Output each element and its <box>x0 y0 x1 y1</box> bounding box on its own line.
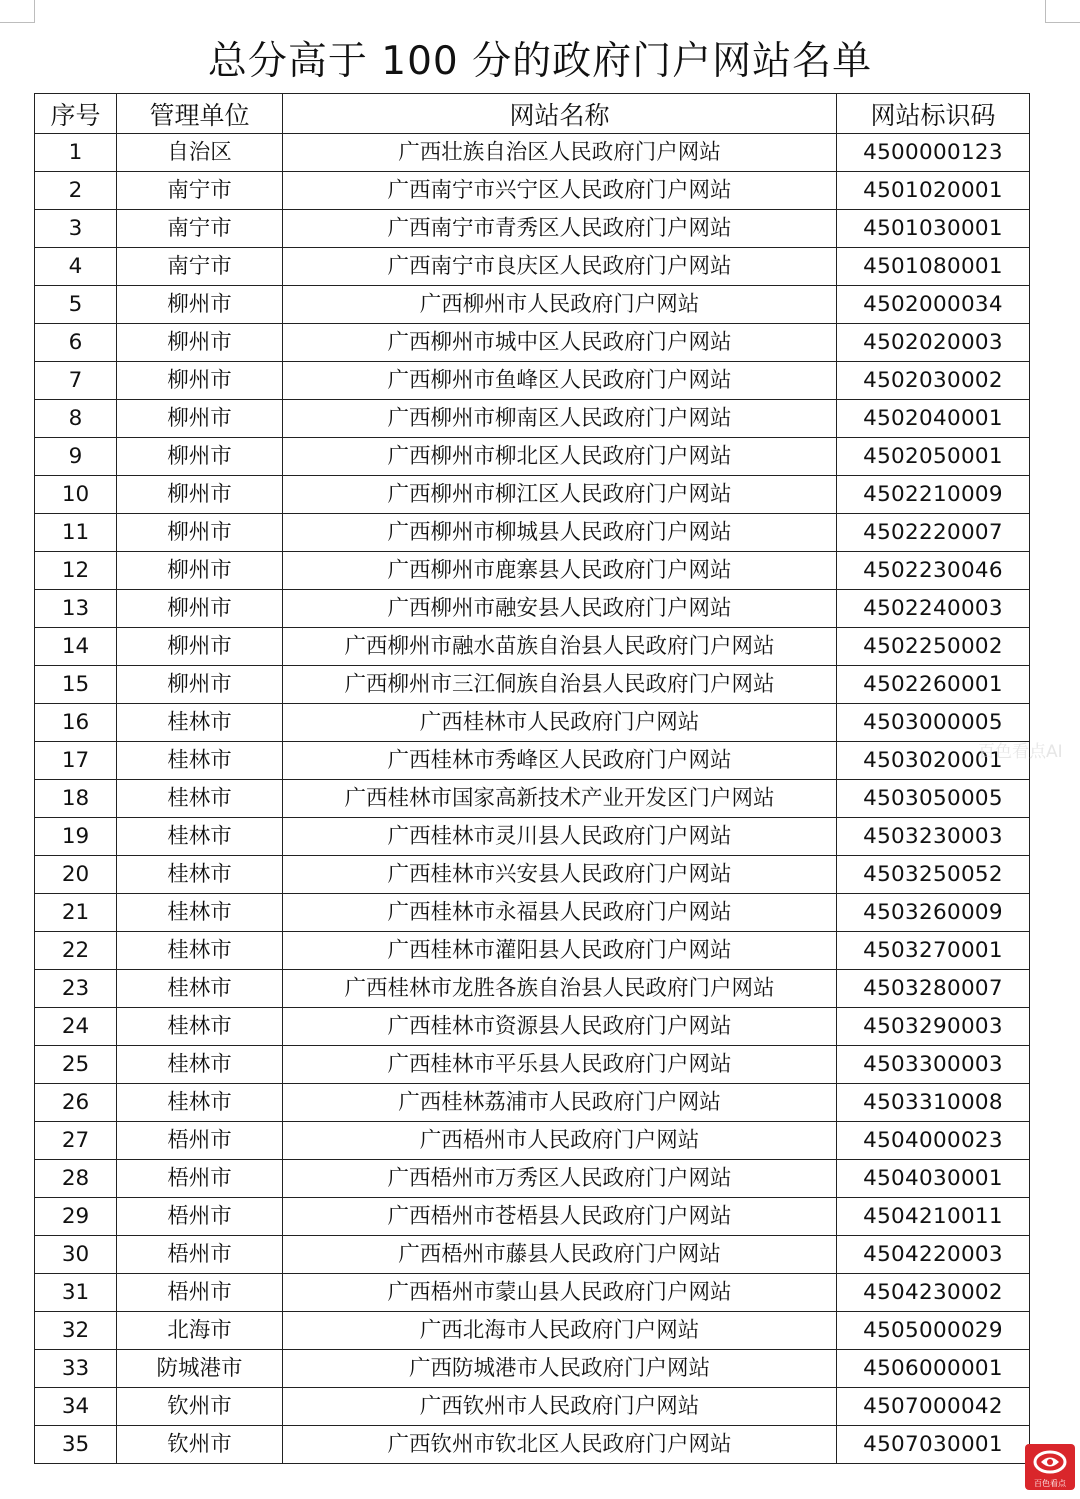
row-site-code: 4503230003 <box>837 818 1030 856</box>
row-index: 31 <box>35 1274 117 1312</box>
row-site-name: 广西柳州市柳城县人民政府门户网站 <box>283 514 837 552</box>
row-index: 33 <box>35 1350 117 1388</box>
row-index: 28 <box>35 1160 117 1198</box>
row-site-name: 广西桂林荔浦市人民政府门户网站 <box>283 1084 837 1122</box>
table-row <box>35 970 1030 1008</box>
row-site-name: 广西桂林市平乐县人民政府门户网站 <box>283 1046 837 1084</box>
table-row <box>35 552 1030 590</box>
row-site-code: 4503020001 <box>837 742 1030 780</box>
table-row <box>35 514 1030 552</box>
table-row <box>35 1236 1030 1274</box>
table-row <box>35 1046 1030 1084</box>
row-site-code: 4507030001 <box>837 1426 1030 1464</box>
row-site-name: 广西桂林市灵川县人民政府门户网站 <box>283 818 837 856</box>
row-unit: 桂林市 <box>117 1046 283 1084</box>
row-unit: 柳州市 <box>117 324 283 362</box>
row-site-code: 4504000023 <box>837 1122 1030 1160</box>
row-index: 8 <box>35 400 117 438</box>
row-unit: 柳州市 <box>117 476 283 514</box>
row-index: 30 <box>35 1236 117 1274</box>
row-site-name: 广西梧州市蒙山县人民政府门户网站 <box>283 1274 837 1312</box>
row-unit: 柳州市 <box>117 286 283 324</box>
row-site-name: 广西桂林市秀峰区人民政府门户网站 <box>283 742 837 780</box>
row-index: 35 <box>35 1426 117 1464</box>
row-unit: 南宁市 <box>117 210 283 248</box>
table-row <box>35 1008 1030 1046</box>
row-site-name: 广西梧州市藤县人民政府门户网站 <box>283 1236 837 1274</box>
row-unit: 桂林市 <box>117 1084 283 1122</box>
table-row <box>35 172 1030 210</box>
brand-logo <box>1025 1444 1075 1490</box>
row-site-name: 广西柳州市柳南区人民政府门户网站 <box>283 400 837 438</box>
table-row <box>35 1122 1030 1160</box>
table-row <box>35 134 1030 172</box>
row-unit: 柳州市 <box>117 362 283 400</box>
row-unit: 柳州市 <box>117 552 283 590</box>
row-site-name: 广西柳州市融安县人民政府门户网站 <box>283 590 837 628</box>
row-site-name: 广西桂林市灌阳县人民政府门户网站 <box>283 932 837 970</box>
page-corner-right <box>1045 0 1080 23</box>
row-site-code: 4504220003 <box>837 1236 1030 1274</box>
row-index: 34 <box>35 1388 117 1426</box>
page-corner-left <box>0 0 35 23</box>
table-row <box>35 362 1030 400</box>
row-index: 32 <box>35 1312 117 1350</box>
row-site-name: 广西壮族自治区人民政府门户网站 <box>283 134 837 172</box>
table-body <box>35 134 1030 1464</box>
table-row <box>35 742 1030 780</box>
row-index: 23 <box>35 970 117 1008</box>
table-row <box>35 1084 1030 1122</box>
row-site-name: 广西梧州市人民政府门户网站 <box>283 1122 837 1160</box>
row-site-name: 广西柳州市柳江区人民政府门户网站 <box>283 476 837 514</box>
table-row <box>35 704 1030 742</box>
row-unit: 北海市 <box>117 1312 283 1350</box>
row-site-code: 4504030001 <box>837 1160 1030 1198</box>
row-site-code: 4503310008 <box>837 1084 1030 1122</box>
row-site-code: 4502040001 <box>837 400 1030 438</box>
row-site-name: 广西桂林市国家高新技术产业开发区门户网站 <box>283 780 837 818</box>
row-index: 2 <box>35 172 117 210</box>
row-site-name: 广西梧州市苍梧县人民政府门户网站 <box>283 1198 837 1236</box>
table-row <box>35 286 1030 324</box>
table-row <box>35 818 1030 856</box>
row-unit: 梧州市 <box>117 1198 283 1236</box>
row-index: 3 <box>35 210 117 248</box>
brand-logo-caption: 百色看点 <box>1034 1479 1066 1488</box>
row-site-name: 广西桂林市龙胜各族自治县人民政府门户网站 <box>283 970 837 1008</box>
row-site-code: 4503250052 <box>837 856 1030 894</box>
table-row <box>35 476 1030 514</box>
table-row <box>35 628 1030 666</box>
row-site-name: 广西柳州市融水苗族自治县人民政府门户网站 <box>283 628 837 666</box>
row-site-code: 4502250002 <box>837 628 1030 666</box>
row-unit: 桂林市 <box>117 704 283 742</box>
row-index: 10 <box>35 476 117 514</box>
header-unit: 管理单位 <box>117 94 283 134</box>
table-row <box>35 894 1030 932</box>
row-unit: 防城港市 <box>117 1350 283 1388</box>
row-unit: 梧州市 <box>117 1274 283 1312</box>
row-index: 15 <box>35 666 117 704</box>
row-site-code: 4501080001 <box>837 248 1030 286</box>
row-unit: 梧州市 <box>117 1122 283 1160</box>
row-unit: 桂林市 <box>117 1008 283 1046</box>
header-site-name: 网站名称 <box>283 94 837 134</box>
row-site-name: 广西柳州市三江侗族自治县人民政府门户网站 <box>283 666 837 704</box>
table-row <box>35 1312 1030 1350</box>
row-site-code: 4502230046 <box>837 552 1030 590</box>
row-index: 7 <box>35 362 117 400</box>
row-index: 20 <box>35 856 117 894</box>
row-site-code: 4503290003 <box>837 1008 1030 1046</box>
row-unit: 钦州市 <box>117 1426 283 1464</box>
table-row <box>35 590 1030 628</box>
row-unit: 南宁市 <box>117 248 283 286</box>
row-index: 22 <box>35 932 117 970</box>
row-site-code: 4501030001 <box>837 210 1030 248</box>
table-row <box>35 1274 1030 1312</box>
table-row <box>35 1426 1030 1464</box>
row-site-name: 广西柳州市城中区人民政府门户网站 <box>283 324 837 362</box>
row-unit: 桂林市 <box>117 780 283 818</box>
table-header-row <box>35 94 1030 134</box>
row-unit: 桂林市 <box>117 894 283 932</box>
row-unit: 柳州市 <box>117 628 283 666</box>
row-site-name: 广西柳州市人民政府门户网站 <box>283 286 837 324</box>
row-site-name: 广西桂林市资源县人民政府门户网站 <box>283 1008 837 1046</box>
row-site-name: 广西北海市人民政府门户网站 <box>283 1312 837 1350</box>
row-site-code: 4505000029 <box>837 1312 1030 1350</box>
row-index: 6 <box>35 324 117 362</box>
table-row <box>35 666 1030 704</box>
row-site-code: 4506000001 <box>837 1350 1030 1388</box>
row-site-code: 4507000042 <box>837 1388 1030 1426</box>
brand-logo-icon <box>1033 1449 1067 1475</box>
row-site-name: 广西南宁市良庆区人民政府门户网站 <box>283 248 837 286</box>
row-site-code: 4503050005 <box>837 780 1030 818</box>
row-unit: 柳州市 <box>117 590 283 628</box>
table-row <box>35 932 1030 970</box>
row-index: 16 <box>35 704 117 742</box>
row-site-name: 广西柳州市鱼峰区人民政府门户网站 <box>283 362 837 400</box>
row-index: 5 <box>35 286 117 324</box>
row-unit: 柳州市 <box>117 514 283 552</box>
row-unit: 钦州市 <box>117 1388 283 1426</box>
row-index: 26 <box>35 1084 117 1122</box>
row-site-code: 4503300003 <box>837 1046 1030 1084</box>
row-index: 27 <box>35 1122 117 1160</box>
row-index: 29 <box>35 1198 117 1236</box>
row-site-name: 广西南宁市兴宁区人民政府门户网站 <box>283 172 837 210</box>
row-unit: 桂林市 <box>117 818 283 856</box>
row-site-code: 4502030002 <box>837 362 1030 400</box>
row-site-code: 4502050001 <box>837 438 1030 476</box>
table-row <box>35 248 1030 286</box>
row-site-code: 4503270001 <box>837 932 1030 970</box>
row-index: 18 <box>35 780 117 818</box>
row-unit: 桂林市 <box>117 742 283 780</box>
row-index: 24 <box>35 1008 117 1046</box>
row-site-code: 4503280007 <box>837 970 1030 1008</box>
table-row <box>35 780 1030 818</box>
table-row <box>35 1388 1030 1426</box>
table-row <box>35 1160 1030 1198</box>
row-index: 12 <box>35 552 117 590</box>
table-row <box>35 856 1030 894</box>
row-site-code: 4502210009 <box>837 476 1030 514</box>
row-index: 21 <box>35 894 117 932</box>
row-site-name: 广西柳州市柳北区人民政府门户网站 <box>283 438 837 476</box>
row-index: 25 <box>35 1046 117 1084</box>
row-site-code: 4500000123 <box>837 134 1030 172</box>
row-site-code: 4502220007 <box>837 514 1030 552</box>
row-unit: 柳州市 <box>117 400 283 438</box>
row-site-code: 4503000005 <box>837 704 1030 742</box>
table-row <box>35 1350 1030 1388</box>
row-unit: 梧州市 <box>117 1160 283 1198</box>
row-unit: 南宁市 <box>117 172 283 210</box>
row-site-name: 广西钦州市钦北区人民政府门户网站 <box>283 1426 837 1464</box>
header-site-code: 网站标识码 <box>837 94 1030 134</box>
row-site-code: 4502020003 <box>837 324 1030 362</box>
row-index: 11 <box>35 514 117 552</box>
row-site-code: 4503260009 <box>837 894 1030 932</box>
row-unit: 自治区 <box>117 134 283 172</box>
document-title: 总分高于 100 分的政府门户网站名单 <box>207 39 873 84</box>
table-row <box>35 400 1030 438</box>
row-index: 1 <box>35 134 117 172</box>
row-index: 9 <box>35 438 117 476</box>
row-unit: 桂林市 <box>117 932 283 970</box>
row-site-code: 4504230002 <box>837 1274 1030 1312</box>
row-unit: 柳州市 <box>117 438 283 476</box>
row-site-name: 广西钦州市人民政府门户网站 <box>283 1388 837 1426</box>
row-site-name: 广西梧州市万秀区人民政府门户网站 <box>283 1160 837 1198</box>
row-site-code: 4502000034 <box>837 286 1030 324</box>
header-index: 序号 <box>35 94 117 134</box>
row-index: 13 <box>35 590 117 628</box>
row-site-code: 4502240003 <box>837 590 1030 628</box>
row-index: 17 <box>35 742 117 780</box>
row-unit: 桂林市 <box>117 856 283 894</box>
row-unit: 桂林市 <box>117 970 283 1008</box>
row-index: 4 <box>35 248 117 286</box>
table-row <box>35 1198 1030 1236</box>
row-site-name: 广西桂林市兴安县人民政府门户网站 <box>283 856 837 894</box>
table-row <box>35 210 1030 248</box>
row-site-code: 4502260001 <box>837 666 1030 704</box>
row-site-name: 广西桂林市人民政府门户网站 <box>283 704 837 742</box>
table-row <box>35 438 1030 476</box>
row-site-name: 广西防城港市人民政府门户网站 <box>283 1350 837 1388</box>
row-site-code: 4504210011 <box>837 1198 1030 1236</box>
watermark-text: 百色看点AI <box>978 742 1063 762</box>
row-index: 19 <box>35 818 117 856</box>
row-site-name: 广西桂林市永福县人民政府门户网站 <box>283 894 837 932</box>
website-list-table <box>34 93 1030 1464</box>
row-site-name: 广西南宁市青秀区人民政府门户网站 <box>283 210 837 248</box>
row-index: 14 <box>35 628 117 666</box>
table-row <box>35 324 1030 362</box>
row-site-code: 4501020001 <box>837 172 1030 210</box>
row-site-name: 广西柳州市鹿寨县人民政府门户网站 <box>283 552 837 590</box>
row-unit: 梧州市 <box>117 1236 283 1274</box>
row-unit: 柳州市 <box>117 666 283 704</box>
